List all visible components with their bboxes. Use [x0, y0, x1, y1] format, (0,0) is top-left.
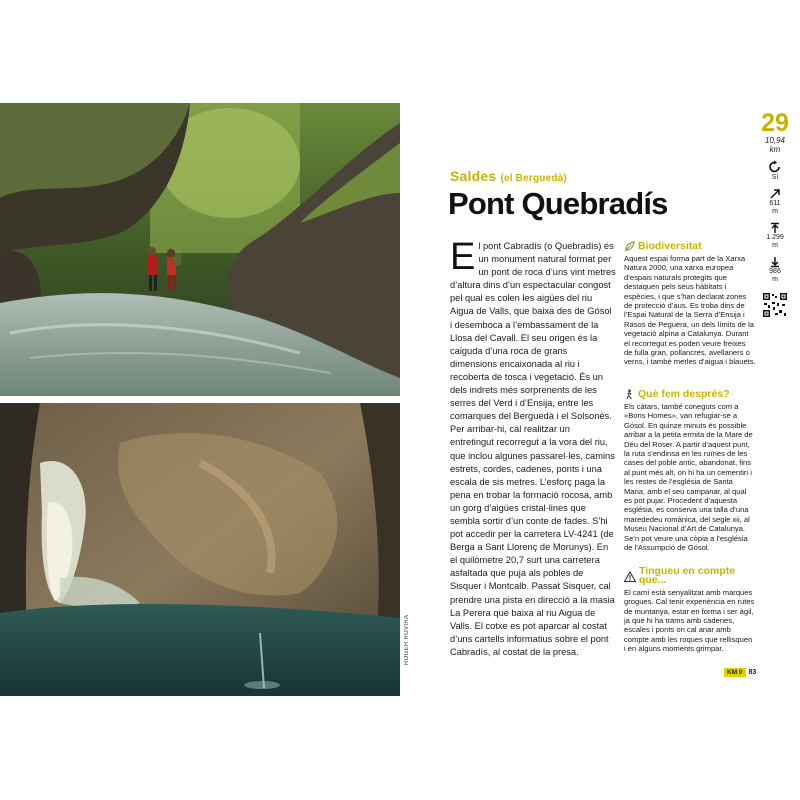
- rock-bridge-photo-image: [0, 403, 400, 696]
- drop-cap: E: [450, 236, 476, 278]
- section-que-fem: [624, 389, 756, 553]
- loop-arrow-icon: [768, 160, 782, 174]
- section-text: El camí està senyalitzat amb marques grogues. Cal tenir experiència en rutes de muntanya, estar en forma i ser àgil, ja que hi ha trams amb cadenes, escales i ponts on cal anar amb compte amb les roques que rellisquen i en alguns moments grimpar.: [624, 587, 755, 654]
- section-text: Aquest espai forma part de la Xarxa Natura 2000, una xarxa europea d’espais naturals protegits que destaquen pels seus hàbitats i espècies, i que s’han declarat zones de protecció d’aus. Es troba dins de l’Espai Natural de la Serra d’Ensija i Rasos de Peguera, un dels límits de la vegetació alpina a Catalunya. Durant el recorregut es poden veure freixes de fulla gran, pollancres, avellaners o verns, i també merles d’aigua i blauets.: [624, 254, 756, 367]
- ascent-value: 611: [769, 200, 781, 207]
- qr-code[interactable]: [762, 292, 788, 318]
- circular-stat: [760, 160, 790, 182]
- section-heading: [624, 389, 756, 400]
- min-altitude-icon: [769, 256, 781, 268]
- intro-paragraph: l pont Cabradís (o Quebradís) és un monument natural format per un pont de roca d’uns vint metres d’altura dins d’un espectacular congost pel qual es colen les aigües del riu Aigua de Valls, que baixa des de Gósol i desemboca a l’embassament de la Llosa del Cavall. El seu origen és la caiguda d’una roca de grans dimensions encaixonada al riu i recoberta de tosca i vegetació. És un dels indrets més sorprenents de les serres del Verd i d’Ensija, entre les comarques del Berguedà i el Solsonès. Per arribar-hi, cal realitzar un entretingut recorregut a la vora del riu, que inclou algunes passarel·les, camins estrets, cordes, cadenes, ponts i una escala de sis metres. L’esforç paga la pena en trobar la formació rocosa, amb un gorg d’aigües cristal·lines que sembla sortir d’un conte de fades. S’hi pot accedir per la carretera LV-4241 (de Berga a Sant Llorenç de Morunys). En el quilòmetre 20,7 surt una carretera asfaltada que puja als pobles de Sisquer i Montcalb. Passat Sisquer, cal prendre una pista en direcció a la masia La Perera que baixa al riu Aigua de Valls. El cotxe es pot aparcar al costat d’uns cartells informatius sobre el pont Cabradís, al costat de la presa.: [450, 241, 616, 657]
- section-title: Tingueu en compte que...: [639, 565, 736, 587]
- section-biodiversitat: [624, 241, 756, 367]
- hiker-icon: [624, 389, 635, 400]
- location-name: Saldes: [450, 168, 497, 184]
- max-altitude-icon: [769, 222, 781, 234]
- page-footer: [724, 668, 756, 677]
- distance-unit: km: [769, 145, 781, 154]
- min-altitude-value: 986: [769, 268, 781, 275]
- section-tag: KM 0: [724, 668, 746, 677]
- section-heading: [624, 567, 756, 586]
- section-title: Què fem després?: [638, 387, 730, 400]
- route-stats: [760, 110, 790, 318]
- photo-rock-bridge: [0, 403, 400, 696]
- gorge-photo-image: [0, 103, 400, 396]
- max-altitude-stat: [760, 222, 790, 250]
- route-number: 29: [761, 109, 789, 137]
- max-altitude-value: 1.299: [766, 234, 784, 241]
- qr-code-image: [762, 292, 788, 318]
- section-tingueu: [624, 567, 756, 654]
- warning-icon: [624, 571, 636, 582]
- circular-value: Sí: [771, 174, 779, 181]
- ascent-arrow-icon: [769, 188, 781, 200]
- section-title: Biodiversitat: [638, 239, 702, 252]
- section-text: Els càtars, també coneguts com a «Bons Homes», van refugiar-se a Gósol. En quinze minuts és possible arribar a la petita ermita de la Mare de Déu del Roser. A partir d’aquest punt, la ruta s’endinsa en les ruïnes de les cases del poble antic, abandonat, fins al punt més alt, on hi ha un cementiri i les restes de l’església de Santa Maria, amb el seu campanar, al qual es pot pujar. Procedent d’aquesta església, es conserva una talla d’una marededeu romànica, del segle xii, al Museu Nacional d’Art de Catalunya. Se’n pot veure una còpia a l’església de l’Assumpció de Gósol.: [624, 402, 753, 553]
- leaf-icon: [624, 241, 635, 252]
- min-altitude-unit: m: [772, 276, 778, 283]
- page-title: Pont Quebradís: [448, 186, 668, 221]
- section-heading: [624, 241, 756, 252]
- ascent-stat: [760, 188, 790, 216]
- ascent-unit: m: [772, 208, 778, 215]
- distance-value: 10,94: [764, 136, 786, 145]
- intro-text: [450, 236, 616, 659]
- location-region: (el Berguedà): [500, 173, 567, 184]
- min-altitude-stat: [760, 256, 790, 284]
- location-heading: [450, 168, 567, 184]
- max-altitude-unit: m: [772, 242, 778, 249]
- page-number: 83: [748, 669, 757, 676]
- photo-credit: ROGER ROVIRA: [404, 614, 410, 665]
- photo-gorge-hikers: [0, 103, 400, 396]
